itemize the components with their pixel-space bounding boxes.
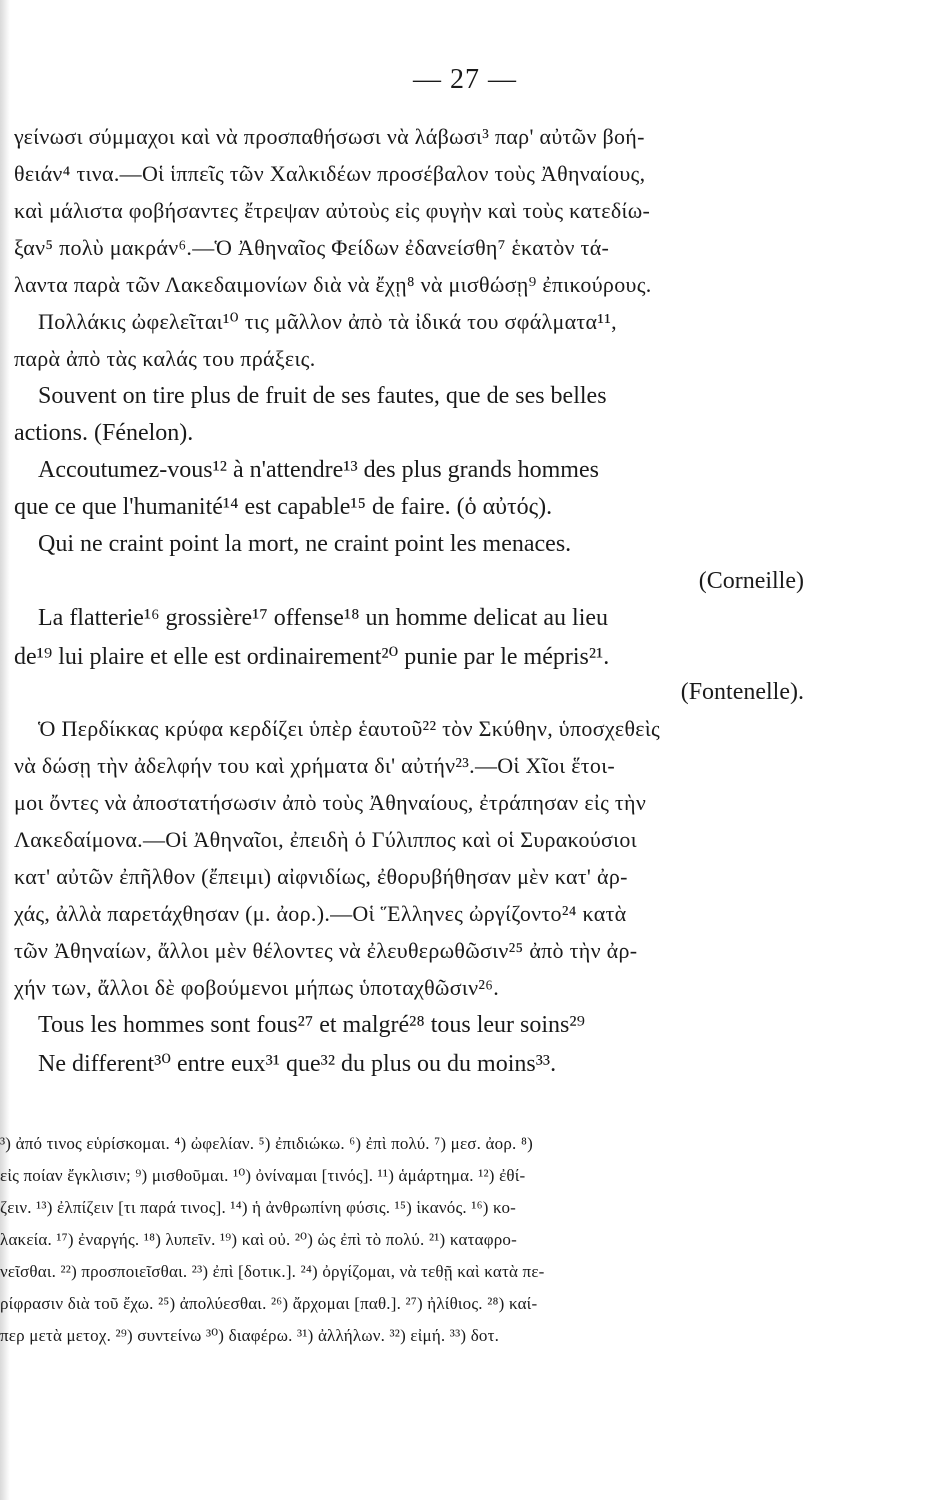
text-line: Πολλάκις ὠφελεῖται¹⁰ τις μᾶλλον ἀπὸ τὰ ἰδικά του σφάλματα¹¹, [38, 309, 617, 334]
text-line: que ce que l'humanité¹⁴ est capable¹⁵ de faire. (ὁ αὐτός). [14, 494, 553, 520]
footnote-line: νεῖσθαι. ²²) προσποιεῖσθαι. ²³) ἐπὶ [δοτικ.]. ²⁴) ὀργίζομαι, νὰ τεθῇ καὶ κατὰ πε- [0, 1262, 545, 1281]
text-line: La flatterie¹⁶ grossière¹⁷ offense¹⁸ un homme delicat au lieu [38, 605, 609, 631]
text-line: χήν των, ἄλλοι δὲ φοβούμενοι μήπως ὑποταχθῶσιν²⁶. [14, 975, 499, 1000]
text-line: Qui ne craint point la mort, ne craint point les menaces. [38, 531, 572, 557]
text-line: (Corneille) [698, 568, 804, 594]
text-line: ξαν⁵ πολὺ μακράν⁶.—Ὁ Ἀθηναῖος Φείδων ἐδανείσθη⁷ ἑκατὸν τά- [14, 235, 610, 260]
footnote-line: ζειν. ¹³) ἐλπίζειν [τι παρά τινος]. ¹⁴) ἡ ἀνθρωπίνη φύσις. ¹⁵) ἱκανός. ¹⁶) κο- [0, 1198, 517, 1217]
text-line: Ne different³⁰ entre eux³¹ que³² du plus ou du moins³³. [38, 1051, 557, 1077]
text-line: θειάν⁴ τινα.—Οἱ ἱππεῖς τῶν Χαλκιδέων προσέβαλον τοὺς Ἀθηναίους, [14, 161, 646, 186]
text-line: de¹⁹ lui plaire et elle est ordinairement²⁰ punie par le mépris²¹. [14, 644, 610, 670]
text-line: λαντα παρὰ τῶν Λακεδαιμονίων διὰ νὰ ἔχῃ⁸ νὰ μισθώσῃ⁹ ἐπικούρους. [14, 272, 652, 297]
footnote-line: ρίφρασιν διὰ τοῦ ἔχω. ²⁵) ἀπολύεσθαι. ²⁶) ἄρχομαι [παθ.]. ²⁷) ἠλίθιος. ²⁸) καί- [0, 1294, 538, 1313]
text-line: Tous les hommes sont fous²⁷ et malgré²⁸ tous leur soins²⁹ [38, 1012, 585, 1038]
text-line: Accoutumez-vous¹² à n'attendre¹³ des plus grands hommes [38, 457, 599, 483]
text-line: γείνωσι σύμμαχοι καὶ νὰ προσπαθήσωσι νὰ λάβωσι³ παρ' αὐτῶν βοή- [14, 124, 645, 149]
text-line: Ὁ Περδίκκας κρύφα κερδίζει ὑπὲρ ἑαυτοῦ²² τὸν Σκύθην, ὑποσχεθεὶς [38, 716, 661, 741]
footnote-line: λακεία. ¹⁷) ἐναργής. ¹⁸) λυπεῖν. ¹⁹) καὶ οὐ. ²⁰) ὡς ἐπὶ τὸ πολύ. ²¹) καταφρο- [0, 1230, 517, 1249]
text-line: μοι ὄντες νὰ ἀποστατήσωσιν ἀπὸ τοὺς Ἀθηναίους, ἐτράπησαν εἰς τὴν [14, 790, 647, 815]
text-line: καὶ μάλιστα φοβήσαντες ἔτρεψαν αὐτοὺς εἰς φυγὴν καὶ τοὺς κατεδίω- [14, 198, 651, 223]
text-line: Λακεδαίμονα.—Οἱ Ἀθηναῖοι, ἐπειδὴ ὁ Γύλιππος καὶ οἱ Συρακούσιοι [14, 827, 637, 852]
text-line: κατ' αὐτῶν ἐπῆλθον (ἔπειμι) αἰφνιδίως, ἐθορυβήθησαν μὲν κατ' ἀρ- [14, 864, 628, 889]
text-line: νὰ δώσῃ τὴν ἀδελφήν του καὶ χρήματα δι' αὐτήν²³.—Οἱ Χῖοι ἕτοι- [14, 753, 616, 778]
footnote-line: ³) ἀπό τινος εὑρίσκομαι. ⁴) ὠφελίαν. ⁵) ἐπιδιώκω. ⁶) ἐπὶ πολύ. ⁷) μεσ. ἀορ. ⁸) [0, 1134, 533, 1153]
text-line: χάς, ἀλλὰ παρετάχθησαν (μ. ἀορ.).—Οἱ Ἕλληνες ὠργίζοντο²⁴ κατὰ [14, 901, 627, 926]
text-line: παρὰ ἀπὸ τὰς καλάς του πράξεις. [14, 346, 316, 371]
text-line: τῶν Ἀθηναίων, ἄλλοι μὲν θέλοντες νὰ ἐλευθερωθῶσιν²⁵ ἀπὸ τὴν ἀρ- [14, 938, 638, 963]
text-line: actions. (Fénelon). [14, 420, 194, 446]
main-text [14, 124, 804, 1086]
text-line: (Fontenelle). [680, 679, 804, 705]
footnote-line: εἰς ποίαν ἔγκλισιν; ⁹) μισθοῦμαι. ¹⁰) ὀνίναμαι [τινός]. ¹¹) ἁμάρτημα. ¹²) ἐθί- [0, 1166, 526, 1185]
footnotes [0, 1133, 805, 1358]
text-line: Souvent on tire plus de fruit de ses fautes, que de ses belles [38, 383, 607, 409]
page-number: — 27 — [413, 64, 517, 95]
footnote-line: περ μετὰ μετοχ. ²⁹) συντείνω ³⁰) διαφέρω. ³¹) ἀλλήλων. ³²) εἰμή. ³³) δοτ. [0, 1326, 500, 1345]
